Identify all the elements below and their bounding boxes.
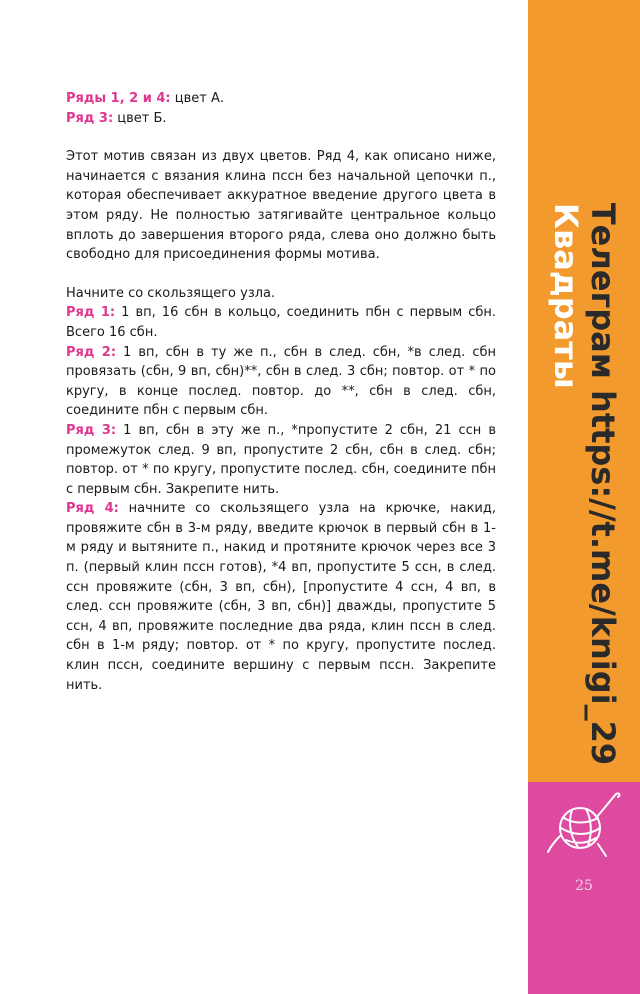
row-text: 1 вп, 16 сбн в кольцо, соединить пбн с первым сбн. Всего 16 сбн. — [66, 305, 496, 340]
row-label: Ряд 3: — [66, 110, 114, 126]
chapter-title: Квадраты — [547, 202, 585, 389]
intro-line-2 — [66, 109, 496, 129]
row-label: Ряды 1, 2 и 4: — [66, 91, 171, 106]
row-label: Ряд 3: — [66, 422, 117, 438]
row-text: 1 вп, сбн в ту же п., сбн в след. сбн, *в след. сбн провязать (сбн, 9 вп, сбн)**, сбн в след. 3 сбн; повтор. от * по кругу, в конце послед. повтор. до **, сбн в след. сбн, соедините пбн с первым сбн. — [66, 344, 496, 419]
row-text: цвет Б. — [113, 110, 167, 126]
row-text: начните со скользящего узла на крючке, накид, провяжите сбн в 3-м ряду, введите крючок в первый сбн в 1-м ряду и вытяните п., накид и протяните крючок через все 3 п. (первый клин пссн готов), *4 вп, пропустите 5 ссн, в след. ссн провяжите (сбн, 3 вп, сбн), [пропустите 4 ссн, 4 вп, в след. ссн провяжите (сбн, 3 вп, сбн)] дважды, пропустите 5 ссн, 4 вп, провяжите последние два ряда, клин пссн в след. сбн в 1-м ряду; повтор. от * по кругу, пропустите послед. клин пссн, соедините вершину с первым пссн. Закрепите нить. — [66, 501, 496, 693]
start-instruction: Начните со скользящего узла. — [66, 285, 276, 301]
yarn-ball-icon — [546, 790, 622, 860]
sidebar — [528, 0, 640, 994]
page-number: 25 — [575, 878, 593, 894]
row-label: Ряд 1: — [66, 305, 116, 321]
sidebar-vertical-text — [547, 203, 621, 765]
intro-line-1 — [66, 89, 496, 109]
row-4-instruction — [66, 499, 496, 695]
row-text: цвет А. — [170, 91, 224, 106]
telegram-watermark: Телеграм https://t.me/knigi_29 — [584, 202, 622, 766]
row-1-instruction — [66, 303, 496, 342]
row-label: Ряд 2: — [66, 344, 117, 360]
row-2-instruction — [66, 343, 496, 421]
page-body — [66, 89, 496, 695]
row-3-instruction — [66, 421, 496, 499]
row-text: 1 вп, сбн в эту же п., *пропустите 2 сбн, 21 ссн в промежуток след. 9 вп, пропустите 2 сбн, сбн в след. сбн; повтор. от * по кругу, пропустите послед. сбн, соедините пбн с первым сбн. Закрепите нить. — [66, 422, 496, 497]
description-paragraph: Этот мотив связан из двух цветов. Ряд 4, как описано ниже, начинается с вязания клина пссн без начальной цепочки п., которая обеспечивает аккуратное введение другого цвета в этом ряду. Не полностью затягивайте центральное кольцо вплоть до завершения второго ряда, слева оно должно быть свободно для присоединения формы мотива. — [66, 149, 496, 263]
row-label: Ряд 4: — [66, 501, 119, 517]
